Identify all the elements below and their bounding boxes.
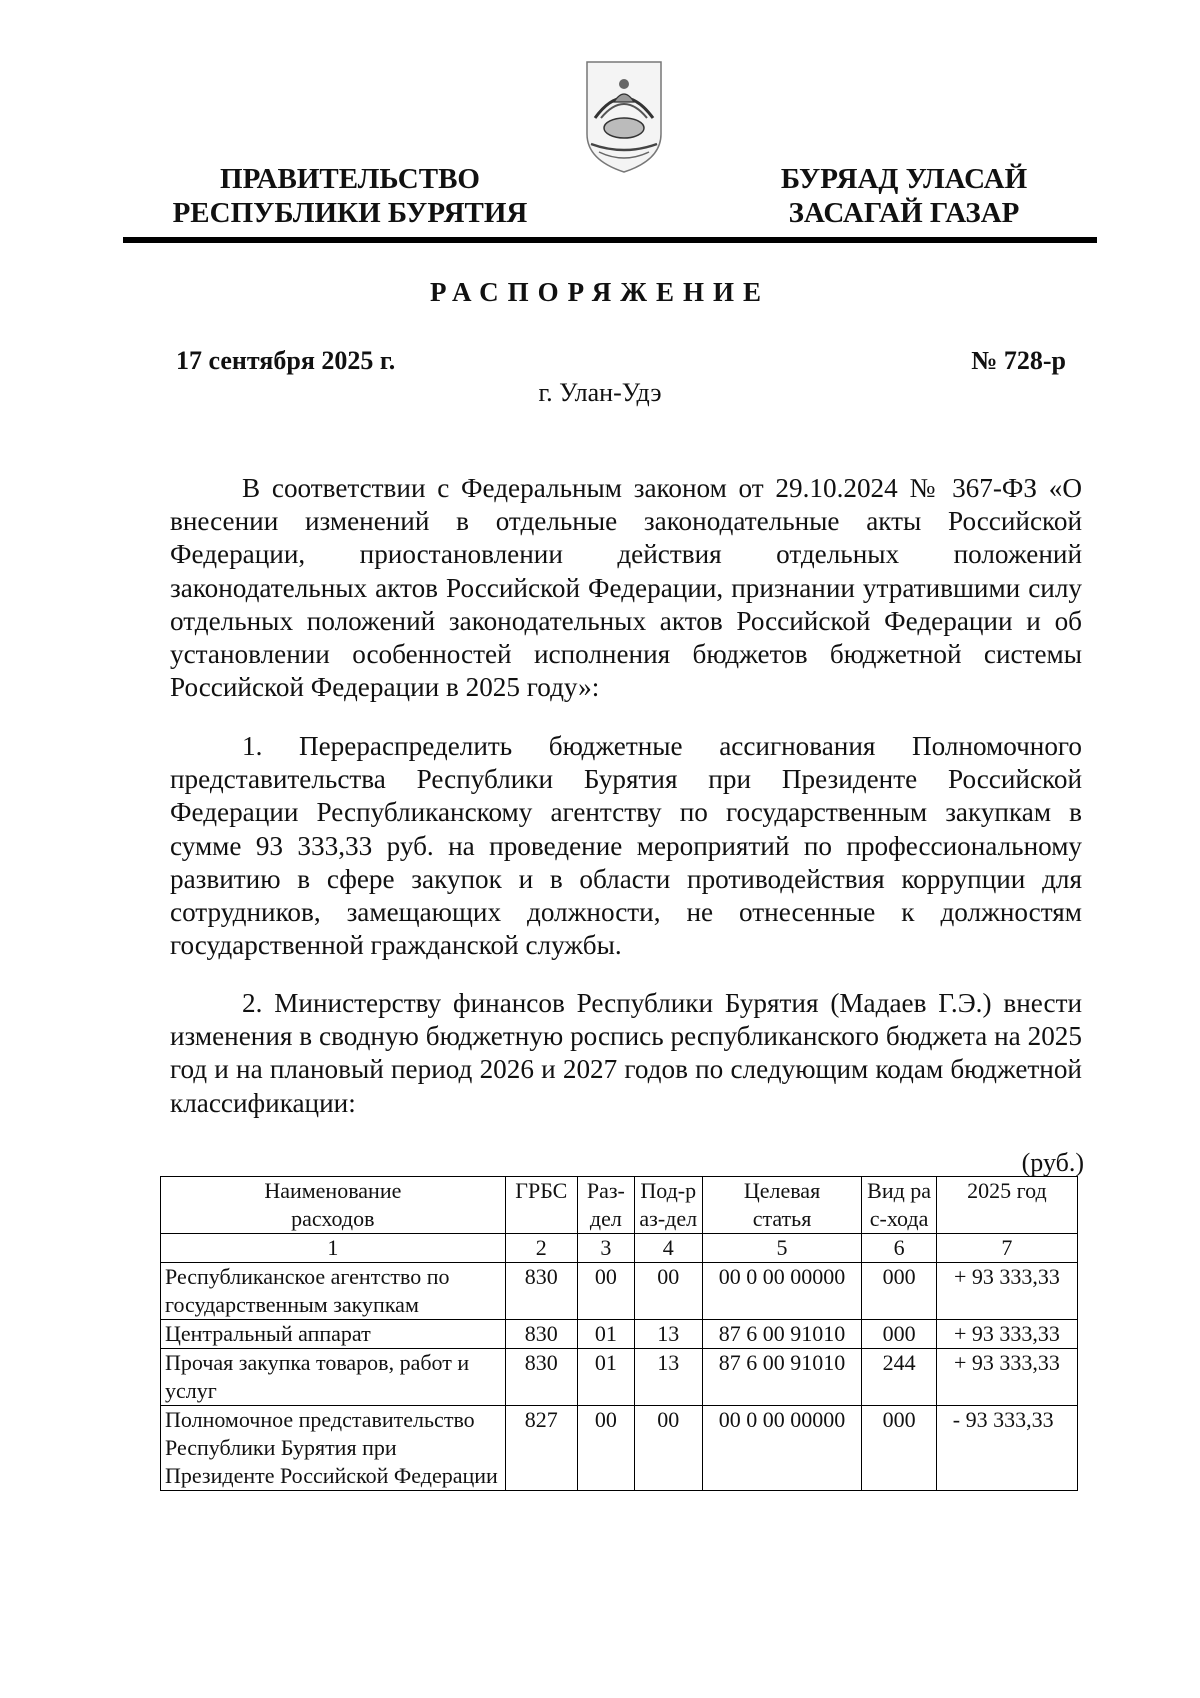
document-city: г. Улан-Удэ: [538, 378, 662, 407]
column-number: 7: [936, 1234, 1077, 1263]
header-divider: [123, 237, 1097, 243]
target-article: 87 6 00 91010: [702, 1320, 862, 1349]
header-cell: Раз-дел: [577, 1177, 634, 1234]
header-right-line1: БУРЯАД УЛАСАЙ: [780, 163, 1028, 195]
column-number: 3: [577, 1234, 634, 1263]
column-number: 2: [505, 1234, 577, 1263]
subsection-code: 00: [634, 1263, 702, 1320]
amount-2025: - 93 333,33: [936, 1406, 1077, 1491]
government-name-buryat: [754, 162, 1054, 230]
column-number-row: [161, 1234, 1078, 1263]
section-code: 00: [577, 1263, 634, 1320]
government-name-russian: [170, 162, 530, 230]
amount-2025: + 93 333,33: [936, 1263, 1077, 1320]
amount-2025: + 93 333,33: [936, 1320, 1077, 1349]
budget-table: [160, 1176, 1078, 1491]
header-cell: Вид рас-хода: [862, 1177, 936, 1234]
grbs-code: 830: [505, 1349, 577, 1406]
subsection-code: 13: [634, 1349, 702, 1406]
header-left-line2: РЕСПУБЛИКИ БУРЯТИЯ: [172, 197, 528, 229]
expense-type: 000: [862, 1406, 936, 1491]
expense-name: Прочая закупка товаров, работ и услуг: [161, 1349, 506, 1406]
header-cell: 2025 год: [936, 1177, 1077, 1234]
grbs-code: 827: [505, 1406, 577, 1491]
table-header-row: [161, 1177, 1078, 1234]
amount-2025: + 93 333,33: [936, 1349, 1077, 1406]
column-number: 1: [161, 1234, 506, 1263]
clause-2-paragraph: 2. Министерству финансов Республики Бурятия (Мадаев Г.Э.) внести изменения в сводную бюджетную роспись республиканского бюджета на 2025 год и на плановый период 2026 и 2027 годов по следующим кодам бюджетной классификации:: [170, 988, 1082, 1118]
table-row: [161, 1263, 1078, 1320]
subsection-code: 00: [634, 1406, 702, 1491]
target-article: 87 6 00 91010: [702, 1349, 862, 1406]
column-number: 6: [862, 1234, 936, 1263]
expense-name: Республиканское агентство по государственным закупкам: [161, 1263, 506, 1320]
header-left-line1: ПРАВИТЕЛЬСТВО: [220, 163, 480, 195]
table-row: [161, 1320, 1078, 1349]
document-number: № 728-р: [971, 346, 1066, 375]
header-cell: Наименование расходов: [161, 1177, 506, 1234]
expense-type: 000: [862, 1263, 936, 1320]
expense-name: Центральный аппарат: [161, 1320, 506, 1349]
column-number: 4: [634, 1234, 702, 1263]
subsection-code: 13: [634, 1320, 702, 1349]
column-number: 5: [702, 1234, 862, 1263]
section-code: 00: [577, 1406, 634, 1491]
document-title: РАСПОРЯЖЕНИЕ: [429, 277, 771, 307]
clause-1-paragraph: 1. Перераспределить бюджетные ассигнования Полномочного представительства Республики Бурятия при Президенте Российской Федерации Республиканскому агентству по государственным закупкам в сумме 93 333,33 руб. на проведение мероприятий по профессиональному развитию в сфере закупок и в области противодействия коррупции для сотрудников, замещающих должности, не отнесенные к должностям государственной гражданской службы.: [170, 731, 1082, 961]
table-row: [161, 1406, 1078, 1491]
header-right-line2: ЗАСАГАЙ ГАЗАР: [788, 197, 1020, 229]
section-code: 01: [577, 1349, 634, 1406]
section-code: 01: [577, 1320, 634, 1349]
currency-unit: (руб.): [1021, 1148, 1084, 1177]
header-cell: Под-раз-дел: [634, 1177, 702, 1234]
grbs-code: 830: [505, 1320, 577, 1349]
target-article: 00 0 00 00000: [702, 1406, 862, 1491]
document-date: 17 сентября 2025 г.: [176, 346, 396, 375]
header-cell: Целевая статья: [702, 1177, 862, 1234]
expense-name: Полномочное представительство Республики Бурятия при Президенте Российской Федерации: [161, 1406, 506, 1491]
expense-type: 244: [862, 1349, 936, 1406]
expense-type: 000: [862, 1320, 936, 1349]
coat-of-arms-emblem-icon: [581, 56, 667, 176]
table-row: [161, 1349, 1078, 1406]
header-cell: ГРБС: [505, 1177, 577, 1234]
grbs-code: 830: [505, 1263, 577, 1320]
target-article: 00 0 00 00000: [702, 1263, 862, 1320]
preamble-paragraph: В соответствии с Федеральным законом от 29.10.2024 № 367-ФЗ «О внесении изменений в отдельные законодательные акты Российской Федерации, приостановлении действия отдельных положений законодательных актов Российской Федерации, признании утратившими силу отдельных положений законодательных актов Российской Федерации и об установлении особенностей исполнения бюджетов бюджетной системы Российской Федерации в 2025 году»:: [170, 473, 1082, 703]
